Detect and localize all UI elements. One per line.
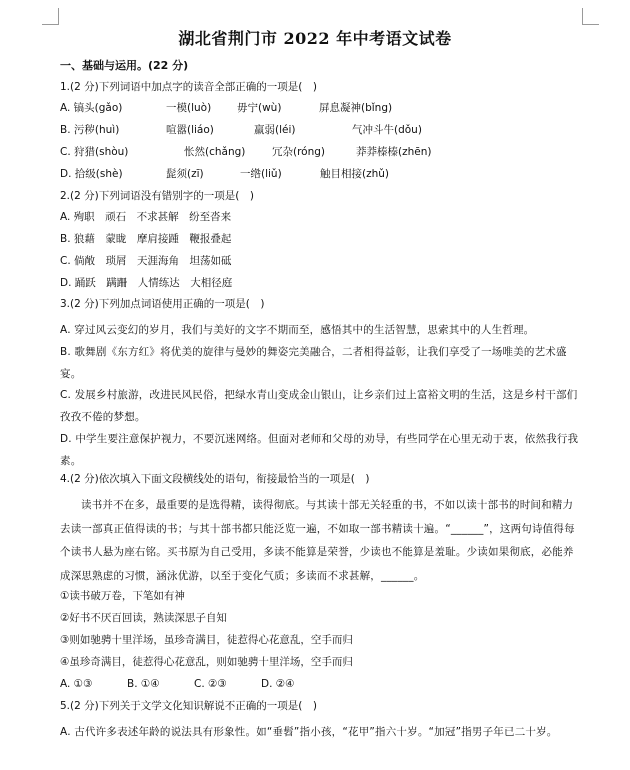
section-heading: 一、基础与运用。(22 分) bbox=[60, 59, 189, 72]
q1-c-word1: C. 狩猎(shòu) bbox=[60, 146, 129, 158]
q1-d-word2: 髭须(zī) bbox=[166, 168, 204, 180]
q1-a-word4: 屏息凝神(bǐng) bbox=[319, 102, 393, 114]
q3-option-d: D. 中学生要注意保护视力，不要沉迷网络。但面对老师和父母的劝导，有些同学在心里无动于衷，依然我行我素。 bbox=[60, 433, 579, 467]
q3-stem: 3.(2 分)下列加点词语使用正确的一项是( ) bbox=[60, 298, 265, 310]
q1-d-word1: D. 拾级(shè) bbox=[60, 168, 123, 180]
q3-option-c: C. 发展乡村旅游，改进民风民俗，把绿水青山变成金山银山，让乡亲们过上富裕文明的生活，这是乡村干部们孜孜不倦的梦想。 bbox=[60, 389, 578, 423]
q4-options bbox=[60, 677, 295, 691]
q1-option-a bbox=[60, 101, 392, 115]
q2-option-c: C. 倘敞 琐屑 天涯海角 坦荡如砥 bbox=[60, 255, 232, 267]
q4-option-d: D. ②④ bbox=[261, 678, 295, 690]
q4-stem: 4.(2 分)依次填入下面文段横线处的语句，衔接最恰当的一项是( ) bbox=[60, 473, 370, 485]
q1-option-c bbox=[60, 145, 431, 159]
q3-option-b: B. 歌舞剧《东方红》将优美的旋律与曼妙的舞姿完美融合，二者相得益彰，让我们享受了一场唯美的艺术盛宴。 bbox=[60, 346, 567, 380]
q1-a-word1: A. 镐头(gǎo) bbox=[60, 102, 123, 114]
q1-option-d bbox=[60, 167, 389, 181]
q4-option-b: B. ①④ bbox=[127, 678, 160, 690]
q1-stem: 1.(2 分)下列词语中加点字的读音全部正确的一项是( ) bbox=[60, 81, 317, 93]
q4-item-4: ④虽珍奇满目，徒惹得心花意乱，则如驰骋十里洋场，空手而归 bbox=[60, 656, 353, 668]
page-corner-mark-left bbox=[42, 8, 59, 25]
q2-stem: 2.(2 分)下列词语没有错别字的一项是( ) bbox=[60, 190, 254, 202]
q1-b-word3: 羸弱(léi) bbox=[254, 124, 296, 136]
q4-item-1: ①读书破万卷，下笔如有神 bbox=[60, 590, 185, 602]
q1-option-b bbox=[60, 123, 422, 137]
q4-item-2: ②好书不厌百回读，熟读深思子自知 bbox=[60, 612, 227, 624]
q1-a-word2: 一模(luò) bbox=[166, 102, 212, 114]
q1-d-word4: 触目相接(zhǔ) bbox=[320, 168, 390, 180]
page-title: 湖北省荆门市 2022 年中考语文试卷 bbox=[178, 29, 452, 48]
q1-c-word4: 莽莽榛榛(zhēn) bbox=[356, 146, 432, 158]
q1-b-word2: 喧嚣(liáo) bbox=[166, 124, 214, 136]
q1-a-word3: 毋宁(wù) bbox=[237, 102, 282, 114]
q2-option-a: A. 殉职 顽石 不求甚解 纷至沓来 bbox=[60, 211, 232, 223]
page-corner-mark-right bbox=[582, 8, 599, 25]
q1-c-word3: 冗杂(róng) bbox=[272, 146, 326, 158]
q2-option-b: B. 狼藉 蒙眬 摩肩接踵 鞭报叠起 bbox=[60, 233, 232, 245]
q5-stem: 5.(2 分)下列关于文学文化知识解说不正确的一项是( ) bbox=[60, 700, 317, 712]
q4-item-3: ③则如驰骋十里洋场，虽珍奇满目，徒惹得心花意乱，空手而归 bbox=[60, 634, 353, 646]
q4-option-a: A. ①③ bbox=[60, 678, 93, 690]
q4-option-c: C. ②③ bbox=[194, 678, 227, 690]
q3-option-a: A. 穿过风云变幻的岁月，我们与美好的文字不期而至，感悟其中的生活智慧，思索其中的人生哲理。 bbox=[60, 324, 535, 336]
q2-option-d: D. 踊跃 蹒跚 人情练达 大相径庭 bbox=[60, 277, 233, 289]
q1-b-word1: B. 污秽(huì) bbox=[60, 124, 120, 136]
q1-c-word2: 怅然(chǎng) bbox=[184, 146, 246, 158]
q4-passage: 读书并不在多，最重要的是选得精，读得彻底。与其读十部无关轻重的书，不如以读十部书的时间和精力去读一部真正值得读的书；与其十部书都只能泛览一遍，不如取一部书精读十遍。“______”，这两句诗值得每个读书人悬为座右铭。买书原为自己受用，多读不能算是荣誉，少读也不能算是羞耻。少读如果彻底，必能养成深思熟虑的习惯，涵泳优游，以至于变化气质；多读而不求甚解，______。 bbox=[60, 499, 575, 582]
q1-b-word4: 气冲斗牛(dǒu) bbox=[352, 124, 422, 136]
q1-d-word3: 一绺(liǔ) bbox=[240, 168, 282, 180]
q5-option-a: A. 古代许多表述年龄的说法具有形象性。如“垂髫”指小孩，“花甲”指六十岁。“加冠”指男子年已二十岁。 bbox=[60, 726, 558, 738]
